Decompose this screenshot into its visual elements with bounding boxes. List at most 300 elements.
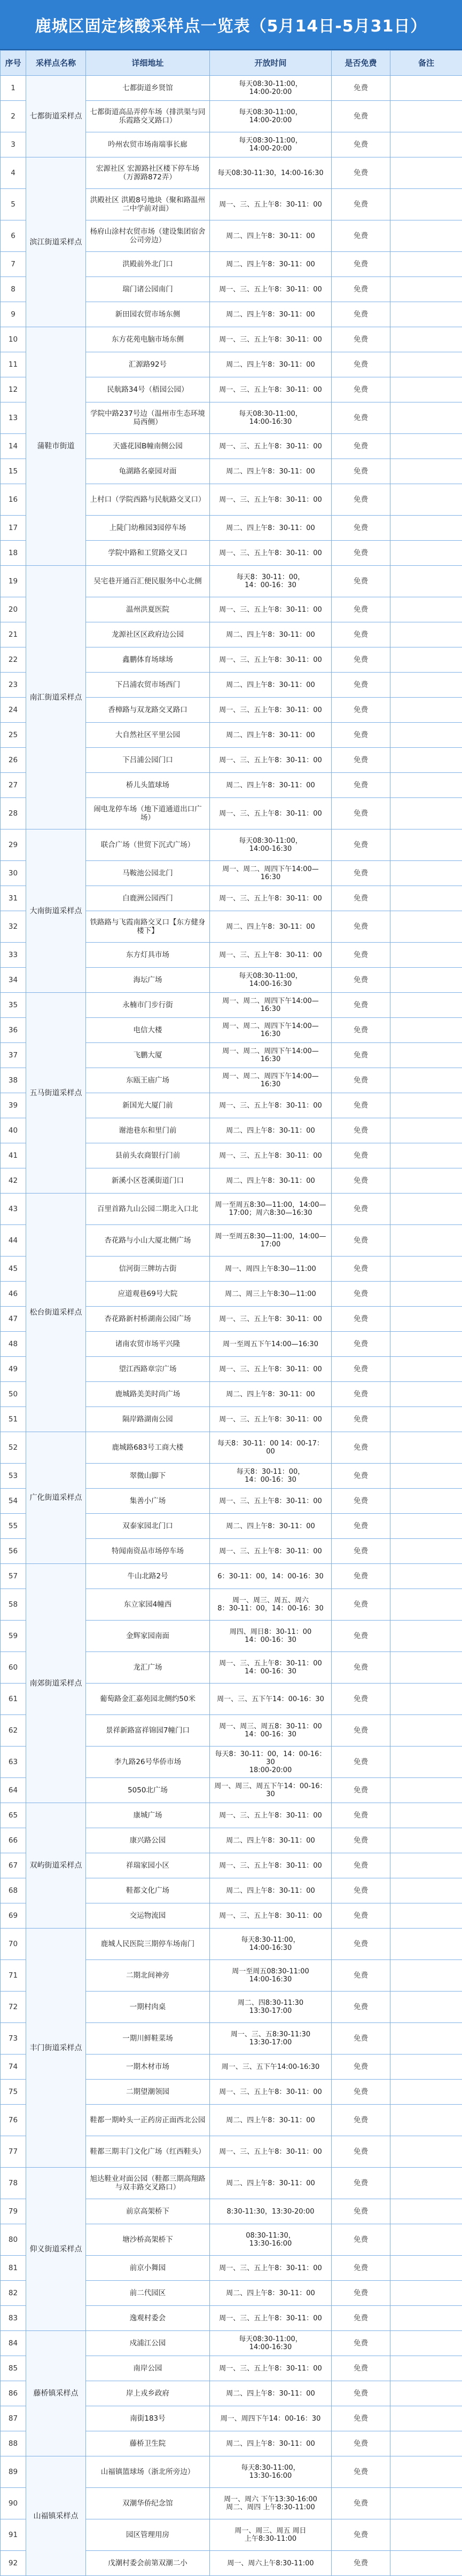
site-address: 鞋都文化广场 — [86, 1878, 210, 1903]
row-number: 19 — [1, 566, 26, 597]
open-hours: 每天08:30-11:00， 14:00-20:00 — [210, 76, 332, 101]
free-status: 免费 — [332, 1539, 390, 1564]
note-cell — [390, 1357, 462, 1382]
free-status: 免费 — [332, 1514, 390, 1539]
open-hours: 周二、四上午8：30-11：00 — [210, 2168, 332, 2199]
row-number: 28 — [1, 798, 26, 829]
row-number: 87 — [1, 2406, 26, 2431]
row-number: 41 — [1, 1143, 26, 1168]
free-status: 免费 — [332, 1432, 390, 1464]
open-hours: 周一、三、五下午14：00-16：30 — [210, 1684, 332, 1715]
free-status: 免费 — [332, 968, 390, 993]
row-number: 91 — [1, 2519, 26, 2551]
note-cell — [390, 252, 462, 277]
site-address: 洪殿社区 洪殿8号地块（聚和路温州二中学前对面） — [86, 189, 210, 220]
note-cell — [390, 566, 462, 597]
note-cell — [390, 1828, 462, 1853]
row-number: 77 — [1, 2136, 26, 2168]
row-number: 79 — [1, 2199, 26, 2224]
table-row — [1, 1194, 462, 1225]
free-status: 免费 — [332, 1992, 390, 2023]
table-row — [1, 829, 462, 861]
street-name: 滨江街道采样点 — [26, 157, 86, 327]
note-cell — [390, 327, 462, 352]
street-name: 大南街道采样点 — [26, 829, 86, 993]
open-hours: 周二、四上午8：30-11：00 — [210, 1828, 332, 1853]
table-body — [1, 76, 462, 2576]
free-status: 免费 — [332, 1382, 390, 1407]
open-hours: 周一、三、五上午8：30-11：00 — [210, 943, 332, 968]
row-number: 25 — [1, 723, 26, 748]
site-address: 集善小广场 — [86, 1489, 210, 1514]
note-cell — [390, 302, 462, 327]
open-hours: 周二、四上午8：30-11：00 — [210, 2381, 332, 2406]
site-address: 杏花路与小山大厦北侧广场 — [86, 1225, 210, 1257]
site-address: 龙汇广场 — [86, 1652, 210, 1684]
free-status: 免费 — [332, 302, 390, 327]
site-address: 百里首路九山公园二期北入口北 — [86, 1194, 210, 1225]
site-address: 山福镇篮球场（浙北所旁边） — [86, 2456, 210, 2488]
note-cell — [390, 2168, 462, 2199]
open-hours: 周一、三、五上午8：30-11：00 — [210, 1539, 332, 1564]
open-hours: 每天08:30-11:00， 14:00-20:00 — [210, 132, 332, 157]
site-address: 新国光大厦门前 — [86, 1093, 210, 1118]
site-address: 鞋都三期丰门文化广场（红西鞋头） — [86, 2136, 210, 2168]
site-address: 鑫鹏体育场球场 — [86, 647, 210, 673]
open-hours: 周一、三、五上午8：30-11：00 — [210, 1489, 332, 1514]
open-hours: 周一、三、五上午8：30-11：00 — [210, 2256, 332, 2281]
free-status: 免费 — [332, 2356, 390, 2381]
site-address: 葡萄路金汇嘉苑园北侧约50米 — [86, 1684, 210, 1715]
site-address: 前京小舞园 — [86, 2256, 210, 2281]
open-hours: 周一、三、五上午8：30-11：00 — [210, 189, 332, 220]
open-hours: 周一、三、五上午8：30-11：00 — [210, 1903, 332, 1929]
row-number: 69 — [1, 1903, 26, 1929]
table-row — [1, 327, 462, 352]
open-hours: 周一、三、五上午8：30-11：00 — [210, 1307, 332, 1332]
free-status: 免费 — [332, 434, 390, 459]
note-cell — [390, 1464, 462, 1489]
note-cell — [390, 1960, 462, 1992]
note-cell — [390, 993, 462, 1018]
note-cell — [390, 1929, 462, 1960]
open-hours: 周二、四上午8：30-11：00 — [210, 1514, 332, 1539]
open-hours: 周一、三、五上午8：30-11：00 — [210, 1407, 332, 1432]
free-status: 免费 — [332, 1357, 390, 1382]
site-address: 前二代园区 — [86, 2281, 210, 2306]
note-cell — [390, 101, 462, 132]
note-cell — [390, 1992, 462, 2023]
open-hours: 每天08:30-11:00， 14:00-16:30 — [210, 2331, 332, 2356]
note-cell — [390, 2381, 462, 2406]
open-hours: 周一、周六 下午13:30-16:00 周二、周四 上午8:30-11:00 — [210, 2488, 332, 2519]
note-cell — [390, 1407, 462, 1432]
note-cell — [390, 829, 462, 861]
open-hours: 周二、四上午8：30-11：00 — [210, 352, 332, 377]
note-cell — [390, 1257, 462, 1282]
open-hours: 周一、三、五上午8：30-11：00 — [210, 2306, 332, 2331]
site-address: 七都街道高品弄停车场（排洪渠与同乐霞路交叉路口） — [86, 101, 210, 132]
site-address: 东立家园4幢西 — [86, 1589, 210, 1621]
note-cell — [390, 798, 462, 829]
free-status: 免费 — [332, 2136, 390, 2168]
note-cell — [390, 2456, 462, 2488]
row-number: 7 — [1, 252, 26, 277]
open-hours: 周二、四上午8：30-11：00 — [210, 1168, 332, 1194]
open-hours: 周一、三、五8:30-11:30 13:30-17:00 — [210, 2023, 332, 2055]
row-number: 42 — [1, 1168, 26, 1194]
free-status: 免费 — [332, 1747, 390, 1778]
row-number: 27 — [1, 773, 26, 798]
row-number: 47 — [1, 1307, 26, 1332]
note-cell — [390, 2406, 462, 2431]
note-cell — [390, 1514, 462, 1539]
row-number: 9 — [1, 302, 26, 327]
open-hours: 周一、三、五上午8：30-11：00 — [210, 597, 332, 622]
header-hours: 开放时间 — [210, 51, 332, 76]
free-status: 免费 — [332, 1194, 390, 1225]
note-cell — [390, 2356, 462, 2381]
row-number: 22 — [1, 647, 26, 673]
note-cell — [390, 1282, 462, 1307]
free-status: 免费 — [332, 1168, 390, 1194]
note-cell — [390, 189, 462, 220]
site-address: 东方灯具市场 — [86, 943, 210, 968]
free-status: 免费 — [332, 1143, 390, 1168]
site-address: 应道观巷69号大院 — [86, 1282, 210, 1307]
open-hours: 每天8:30-11:00， 13:30-16:00 — [210, 2456, 332, 2488]
note-cell — [390, 1778, 462, 1803]
note-cell — [390, 622, 462, 647]
site-address: 康城广场 — [86, 1803, 210, 1828]
note-cell — [390, 1168, 462, 1194]
free-status: 免费 — [332, 2224, 390, 2256]
free-status: 免费 — [332, 2381, 390, 2406]
open-hours: 周一、周二、周四下午14:00—16:30 — [210, 861, 332, 886]
free-status: 免费 — [332, 402, 390, 434]
open-hours: 周一、三、五上午8：30-11：00 — [210, 1853, 332, 1878]
site-address: 双潮华侨纪念馆 — [86, 2488, 210, 2519]
row-number: 81 — [1, 2256, 26, 2281]
open-hours: 周二、四上午8：30-11：00 — [210, 302, 332, 327]
row-number: 78 — [1, 2168, 26, 2199]
note-cell — [390, 2199, 462, 2224]
site-address: 瑞门诸公园南门 — [86, 277, 210, 302]
open-hours: 周二、四上午8：30-11：00 — [210, 220, 332, 252]
row-number: 24 — [1, 698, 26, 723]
open-hours: 每天8：30-11：00， 14：00-16：30 — [210, 1464, 332, 1489]
row-number: 45 — [1, 1257, 26, 1282]
note-cell — [390, 1539, 462, 1564]
street-name: 山福镇采样点 — [26, 2456, 86, 2576]
site-address: 戍浦江公园 — [86, 2331, 210, 2356]
open-hours: 周一、三、五上午8：30-11：00 — [210, 2136, 332, 2168]
note-cell — [390, 1564, 462, 1589]
site-address: 吟州农贸市场南端事长廊 — [86, 132, 210, 157]
row-number: 48 — [1, 1332, 26, 1357]
open-hours: 周一、三、五上午8：30-11：00 — [210, 647, 332, 673]
site-address: 谢池巷东和里门前 — [86, 1118, 210, 1143]
street-name: 仰义街道采样点 — [26, 2168, 86, 2331]
note-cell — [390, 2306, 462, 2331]
note-cell — [390, 377, 462, 402]
free-status: 免费 — [332, 459, 390, 484]
free-status: 免费 — [332, 2080, 390, 2105]
note-cell — [390, 1068, 462, 1093]
row-number: 38 — [1, 1068, 26, 1093]
site-address: 南岸公园 — [86, 2356, 210, 2381]
site-address: 牛山北路2号 — [86, 1564, 210, 1589]
free-status: 免费 — [332, 1828, 390, 1853]
free-status: 免费 — [332, 1803, 390, 1828]
row-number: 37 — [1, 1043, 26, 1068]
open-hours: 周一、三、五上午8：30-11：00 — [210, 277, 332, 302]
row-number: 31 — [1, 886, 26, 911]
open-hours: 周一至周五8:30—11:00，14:00—17:00 — [210, 1225, 332, 1257]
open-hours: 周一、三、五上午8：30-11：00 — [210, 698, 332, 723]
free-status: 免费 — [332, 101, 390, 132]
site-address: 学院中路和工贸路交叉口 — [86, 541, 210, 566]
open-hours: 周二、四上午8：30-11：00 — [210, 773, 332, 798]
note-cell — [390, 2136, 462, 2168]
free-status: 免费 — [332, 597, 390, 622]
site-address: 龙源社区区政府边公园 — [86, 622, 210, 647]
row-number: 30 — [1, 861, 26, 886]
row-number: 20 — [1, 597, 26, 622]
open-hours: 周一、三、五上午8：30-11：00 — [210, 1093, 332, 1118]
note-cell — [390, 1043, 462, 1068]
free-status: 免费 — [332, 1464, 390, 1489]
free-status: 免费 — [332, 484, 390, 516]
free-status: 免费 — [332, 2306, 390, 2331]
open-hours: 周一、三、五上午8：30-11：00 — [210, 886, 332, 911]
note-cell — [390, 157, 462, 189]
free-status: 免费 — [332, 993, 390, 1018]
free-status: 免费 — [332, 76, 390, 101]
row-number: 18 — [1, 541, 26, 566]
site-address: 汇源路92号 — [86, 352, 210, 377]
site-address: 戊潮村委会前第双潮二小 — [86, 2551, 210, 2576]
row-number: 10 — [1, 327, 26, 352]
open-hours: 周二、四上午8：30-11：00 — [210, 252, 332, 277]
free-status: 免费 — [332, 1903, 390, 1929]
free-status: 免费 — [332, 1621, 390, 1652]
open-hours: 每天08:30-11:30，14:00-16:30 — [210, 157, 332, 189]
table-row — [1, 1929, 462, 1960]
free-status: 免费 — [332, 673, 390, 698]
open-hours: 周一、周四上午8:30—11:00 — [210, 1257, 332, 1282]
note-cell — [390, 484, 462, 516]
row-number: 83 — [1, 2306, 26, 2331]
open-hours: 周一、周二、周四下午14:00—16:30 — [210, 993, 332, 1018]
free-status: 免费 — [332, 2331, 390, 2356]
note-cell — [390, 2055, 462, 2080]
open-hours: 周一、三、五上午8：30-11：00 14：00-16：30 — [210, 1652, 332, 1684]
free-status: 免费 — [332, 1282, 390, 1307]
free-status: 免费 — [332, 2488, 390, 2519]
note-cell — [390, 516, 462, 541]
free-status: 免费 — [332, 2456, 390, 2488]
site-address: 望江西路章宗广场 — [86, 1357, 210, 1382]
open-hours: 周一、三、五上午8：30-11：00 — [210, 327, 332, 352]
header-note: 备注 — [390, 51, 462, 76]
site-address: 永楠市门步行街 — [86, 993, 210, 1018]
site-address: 学院中路237号边（温州市生态环境局西侧） — [86, 402, 210, 434]
note-cell — [390, 459, 462, 484]
note-cell — [390, 748, 462, 773]
site-address: 翠微山脚下 — [86, 1464, 210, 1489]
note-cell — [390, 886, 462, 911]
row-number: 23 — [1, 673, 26, 698]
free-status: 免费 — [332, 1589, 390, 1621]
note-cell — [390, 647, 462, 673]
note-cell — [390, 1903, 462, 1929]
note-cell — [390, 2488, 462, 2519]
note-cell — [390, 1853, 462, 1878]
site-address: 特闻南资品市场停车场 — [86, 1539, 210, 1564]
note-cell — [390, 698, 462, 723]
row-number: 54 — [1, 1489, 26, 1514]
note-cell — [390, 2256, 462, 2281]
site-address: 下吕浦农贸市场西门 — [86, 673, 210, 698]
free-status: 免费 — [332, 723, 390, 748]
open-hours: 周一、三、五上午8：30-11：00 — [210, 1357, 332, 1382]
site-address: 前京高架桥下 — [86, 2199, 210, 2224]
site-address: 一期川鲜鞋菜场 — [86, 2023, 210, 2055]
free-status: 免费 — [332, 748, 390, 773]
site-address: 隔岸路湖南公园 — [86, 1407, 210, 1432]
free-status: 免费 — [332, 886, 390, 911]
note-cell — [390, 2281, 462, 2306]
open-hours: 周二、四上午8：30-11：00 — [210, 622, 332, 647]
street-name: 藤桥镇采样点 — [26, 2331, 86, 2456]
row-number: 82 — [1, 2281, 26, 2306]
note-cell — [390, 1878, 462, 1903]
note-cell — [390, 1715, 462, 1747]
note-cell — [390, 2105, 462, 2136]
open-hours: 每天08:30-11:00， 14:00-16:30 — [210, 402, 332, 434]
open-hours: 周一、三、五上午8：30-11：00 — [210, 748, 332, 773]
free-status: 免费 — [332, 516, 390, 541]
note-cell — [390, 220, 462, 252]
free-status: 免费 — [332, 1960, 390, 1992]
street-name: 丰门街道采样点 — [26, 1929, 86, 2168]
note-cell — [390, 1652, 462, 1684]
street-name: 松台街道采样点 — [26, 1194, 86, 1432]
note-cell — [390, 1589, 462, 1621]
free-status: 免费 — [332, 1225, 390, 1257]
site-address: 信河街三牌坊古街 — [86, 1257, 210, 1282]
note-cell — [390, 76, 462, 101]
row-number: 33 — [1, 943, 26, 968]
row-number: 71 — [1, 1960, 26, 1992]
site-address: 上陡门幼稚园3园停车场 — [86, 516, 210, 541]
row-number: 85 — [1, 2356, 26, 2381]
row-number: 84 — [1, 2331, 26, 2356]
free-status: 免费 — [332, 2551, 390, 2576]
row-number: 75 — [1, 2080, 26, 2105]
open-hours: 周一至周五8:30—11:00，14:00—17:00；周六8:30—16:30 — [210, 1194, 332, 1225]
row-number: 21 — [1, 622, 26, 647]
free-status: 免费 — [332, 541, 390, 566]
free-status: 免费 — [332, 132, 390, 157]
open-hours: 周一、周二、周四下午14:00—16:30 — [210, 1068, 332, 1093]
free-status: 免费 — [332, 1778, 390, 1803]
note-cell — [390, 1621, 462, 1652]
row-number: 13 — [1, 402, 26, 434]
row-number: 49 — [1, 1357, 26, 1382]
header-street: 采样点名称 — [26, 51, 86, 76]
free-status: 免费 — [332, 1068, 390, 1093]
street-name: 七都街道采样点 — [26, 76, 86, 157]
row-number: 50 — [1, 1382, 26, 1407]
note-cell — [390, 352, 462, 377]
site-address: 二期望潮领园 — [86, 2080, 210, 2105]
open-hours: 周一、周三、周五、周六 8：30-11：00，14：00-16：30 — [210, 1589, 332, 1621]
site-address: 交运物流园 — [86, 1903, 210, 1929]
row-number: 89 — [1, 2456, 26, 2488]
site-address: 宏源社区 宏源路社区楼下停车场（万源路872弄） — [86, 157, 210, 189]
street-name: 广化街道采样点 — [26, 1432, 86, 1564]
page-title: 鹿城区固定核酸采样点一览表（5月14日-5月31日） — [0, 0, 462, 50]
site-address: 大自然社区平里公园 — [86, 723, 210, 748]
free-status: 免费 — [332, 829, 390, 861]
free-status: 免费 — [332, 327, 390, 352]
note-cell — [390, 402, 462, 434]
open-hours: 周一、周四下午14：00-16：30 — [210, 2406, 332, 2431]
note-cell — [390, 673, 462, 698]
row-number: 1 — [1, 76, 26, 101]
site-address: 吴宅巷开通百汇便民服务中心北侧 — [86, 566, 210, 597]
free-status: 免费 — [332, 2055, 390, 2080]
open-hours: 周一至周五08:30-11:00 14:00-16:30 — [210, 1960, 332, 1992]
open-hours: 周二、四上午8：30-11：00 — [210, 2281, 332, 2306]
open-hours: 周二、四上午8：30-11：00 — [210, 459, 332, 484]
row-number: 60 — [1, 1652, 26, 1684]
note-cell — [390, 1018, 462, 1043]
row-number: 15 — [1, 459, 26, 484]
row-number: 12 — [1, 377, 26, 402]
table-row — [1, 2168, 462, 2199]
site-address: 县前头农商银行门前 — [86, 1143, 210, 1168]
free-status: 免费 — [332, 2168, 390, 2199]
note-cell — [390, 723, 462, 748]
table-row — [1, 1432, 462, 1464]
row-number: 56 — [1, 1539, 26, 1564]
row-number: 61 — [1, 1684, 26, 1715]
row-number: 73 — [1, 2023, 26, 2055]
open-hours: 周一、周三、周五下午14：00-16：30 — [210, 1778, 332, 1803]
site-address: 下吕浦公园门口 — [86, 748, 210, 773]
header-no: 序号 — [1, 51, 26, 76]
open-hours: 周一、三、五下午14:00-16:30 — [210, 2055, 332, 2080]
note-cell — [390, 1432, 462, 1464]
open-hours: 周一至周五下午14:00—16:30 — [210, 1332, 332, 1357]
row-number: 5 — [1, 189, 26, 220]
table-row — [1, 1564, 462, 1589]
table-row — [1, 2456, 462, 2488]
site-address: 鞋都一期岭头一正药房正面西北公园 — [86, 2105, 210, 2136]
free-status: 免费 — [332, 2406, 390, 2431]
free-status: 免费 — [332, 157, 390, 189]
free-status: 免费 — [332, 2256, 390, 2281]
free-status: 免费 — [332, 773, 390, 798]
table-row — [1, 566, 462, 597]
row-number: 17 — [1, 516, 26, 541]
site-address: 二期北间神旁 — [86, 1960, 210, 1992]
open-hours: 每天08:30-11:00， 14:00-16:30 — [210, 829, 332, 861]
street-name: 南郊街道采样点 — [26, 1564, 86, 1803]
